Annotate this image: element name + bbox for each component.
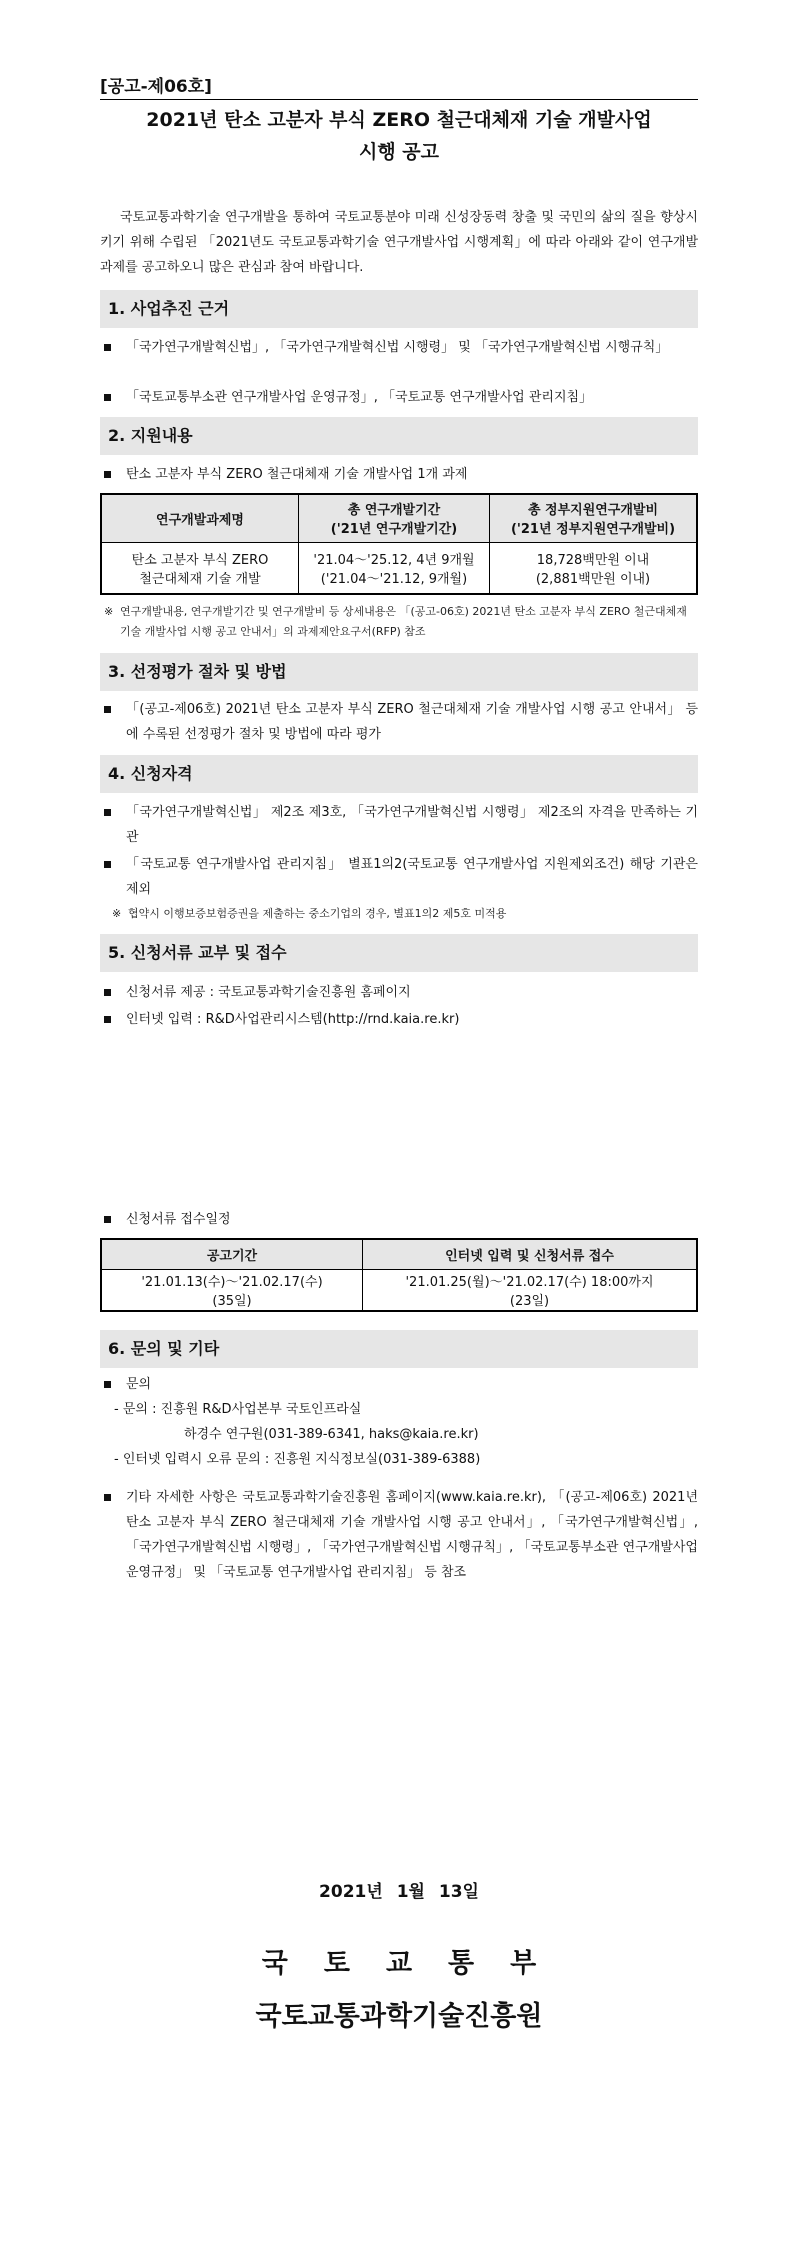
sec5-bullet-3-text: 신청서류 접수일정	[126, 1212, 231, 1227]
sec2-bullet-1	[104, 462, 698, 487]
section-heading-4: 4. 신청자격	[100, 755, 698, 793]
section-heading-1: 1. 사업추진 근거	[100, 290, 698, 328]
bullet-square-icon	[104, 1216, 111, 1223]
sec1-bullet-1-text: 「국가연구개발혁신법」, 「국가연구개발혁신법 시행령」 및 「국가연구개발혁신법 시행규칙」	[126, 340, 669, 355]
sec5-bullet-3	[104, 1207, 698, 1232]
title-line-2: 시행 공고	[358, 141, 440, 163]
sec6-inquiry-line-3: - 인터넷 입력시 오류 문의 : 진흥원 지식정보실(031-389-6388)	[114, 1452, 481, 1467]
bullet-square-icon	[104, 861, 111, 868]
sec5-bullet-1-text: 신청서류 제공 : 국토교통과학기술진흥원 홈페이지	[126, 985, 411, 1000]
bullet-square-icon	[104, 471, 111, 478]
sec2-bullet-1-text: 탄소 고분자 부식 ZERO 철근대체재 기술 개발사업 1개 과제	[126, 467, 468, 482]
intro-paragraph: 국토교통과학기술 연구개발을 통하여 국토교통분야 미래 신성장동력 창출 및 국민의 삶의 질을 향상시키기 위해 수립된 「2021년도 국토교통과학기술 연구개발사업 시행계획」에 따라 아래와 같이 연구개발과제를 공고하오니 많은 관심과 참여 바랍니다.	[100, 210, 698, 275]
schedule-table-header-1: 공고기간	[101, 1239, 363, 1269]
bullet-square-icon	[104, 1494, 111, 1501]
sec3-bullet-1	[104, 697, 698, 747]
schedule-table-cell-notice: '21.01.13(수)～'21.02.17(수) (35일)	[101, 1269, 363, 1311]
sec1-bullet-2	[104, 385, 698, 410]
page-title	[100, 104, 698, 168]
sec4-bullet-2-text: 「국토교통 연구개발사업 관리지침」 별표1의2(국토교통 연구개발사업 지원제외조건) 해당 기관은 제외	[126, 857, 698, 897]
sec6-bullet-1	[104, 1372, 698, 1397]
notice-number: [공고-제06호]	[100, 76, 698, 100]
sec1-bullet-2-text: 「국토교통부소관 연구개발사업 운영규정」, 「국토교통 연구개발사업 관리지침」	[126, 390, 593, 405]
sec1-bullet-1	[104, 335, 698, 360]
agency-name: 국토교통과학기술진흥원	[255, 2001, 543, 2032]
bullet-square-icon	[104, 706, 111, 713]
sec6-inquiry-line-1: - 문의 : 진흥원 R&D사업본부 국토인프라실	[114, 1402, 362, 1417]
support-table-header-1: 연구개발과제명	[101, 494, 299, 542]
sec4-bullet-1-text: 「국가연구개발혁신법」 제2조 제3호, 「국가연구개발혁신법 시행령」 제2조의 자격을 만족하는 기관	[126, 805, 698, 845]
support-table-cell-project: 탄소 고분자 부식 ZERO 철근대체재 기술 개발	[101, 542, 299, 594]
sec6-inquiry-line-2: 하경수 연구원(031-389-6341, haks@kaia.re.kr)	[184, 1427, 479, 1442]
sec6-bullet-2-text: 기타 자세한 사항은 국토교통과학기술진흥원 홈페이지(www.kaia.re.kr), 「(공고-제06호) 2021년 탄소 고분자 부식 ZERO 철근대체재 기술 개발사업 시행 공고 안내서」, 「국가연구개발혁신법」, 「국가연구개발혁신법 시행령」, 「국가연구개발혁신법 시행규칙」, 「국토교통부소관 연구개발사업 운영규정」 및 「국토교통 연구개발사업 관리지침」 등 참조	[126, 1490, 698, 1580]
ministry-name: 국토교통부	[261, 1948, 573, 1979]
bullet-square-icon	[104, 1016, 111, 1023]
bullet-square-icon	[104, 809, 111, 816]
sec2-note-text: 연구개발내용, 연구개발기간 및 연구개발비 등 상세내용은 「(공고-06호) 2021년 탄소 고분자 부식 ZERO 철근대체재 기술 개발사업 시행 공고 안내서」의 과제제안요구서(RFP) 참조	[120, 605, 687, 638]
note-mark: ※	[112, 907, 122, 920]
title-line-1: 2021년 탄소 고분자 부식 ZERO 철근대체재 기술 개발사업	[146, 109, 652, 131]
sec6-bullet-1-text: 문의	[126, 1377, 152, 1392]
sec5-bullet-2-text: 인터넷 입력 : R&D사업관리시스템(http://rnd.kaia.re.kr)	[126, 1012, 460, 1027]
section-heading-5: 5. 신청서류 교부 및 접수	[100, 934, 698, 972]
sec4-note	[112, 904, 706, 924]
sec3-bullet-1-text: 「(공고-제06호) 2021년 탄소 고분자 부식 ZERO 철근대체재 기술 개발사업 시행 공고 안내서」 등에 수록된 선정평가 절차 및 방법에 따라 평가	[126, 702, 698, 742]
sec4-note-text: 협약시 이행보증보험증권을 제출하는 중소기업의 경우, 별표1의2 제5호 미적용	[128, 907, 507, 920]
support-table-header-2: 총 연구개발기간 ('21년 연구개발기간)	[299, 494, 490, 542]
schedule-table-cell-application: '21.01.25(월)～'21.02.17(수) 18:00까지 (23일)	[363, 1269, 698, 1311]
support-table-cell-period: '21.04～'25.12, 4년 9개월 ('21.04～'21.12, 9개월)	[299, 542, 490, 594]
sec2-note	[104, 602, 698, 642]
sec4-bullet-2	[104, 852, 698, 902]
note-mark: ※	[104, 605, 114, 618]
bullet-square-icon	[104, 1381, 111, 1388]
sec5-bullet-2	[104, 1007, 698, 1032]
issue-date: 2021년 1월 13일	[319, 1882, 479, 1902]
support-table-cell-budget: 18,728백만원 이내 (2,881백만원 이내)	[490, 542, 698, 594]
schedule-table	[100, 1238, 698, 1312]
bullet-square-icon	[104, 344, 111, 351]
sec5-bullet-1	[104, 980, 698, 1005]
sec4-bullet-1	[104, 800, 698, 850]
section-heading-2: 2. 지원내용	[100, 417, 698, 455]
sec6-bullet-2	[104, 1485, 698, 1585]
support-table-header-3: 총 정부지원연구개발비 ('21년 정부지원연구개발비)	[490, 494, 698, 542]
section-heading-3: 3. 선정평가 절차 및 방법	[100, 653, 698, 691]
section-heading-6: 6. 문의 및 기타	[100, 1330, 698, 1368]
bullet-square-icon	[104, 989, 111, 996]
bullet-square-icon	[104, 394, 111, 401]
support-table	[100, 493, 698, 595]
schedule-table-header-2: 인터넷 입력 및 신청서류 접수	[363, 1239, 698, 1269]
